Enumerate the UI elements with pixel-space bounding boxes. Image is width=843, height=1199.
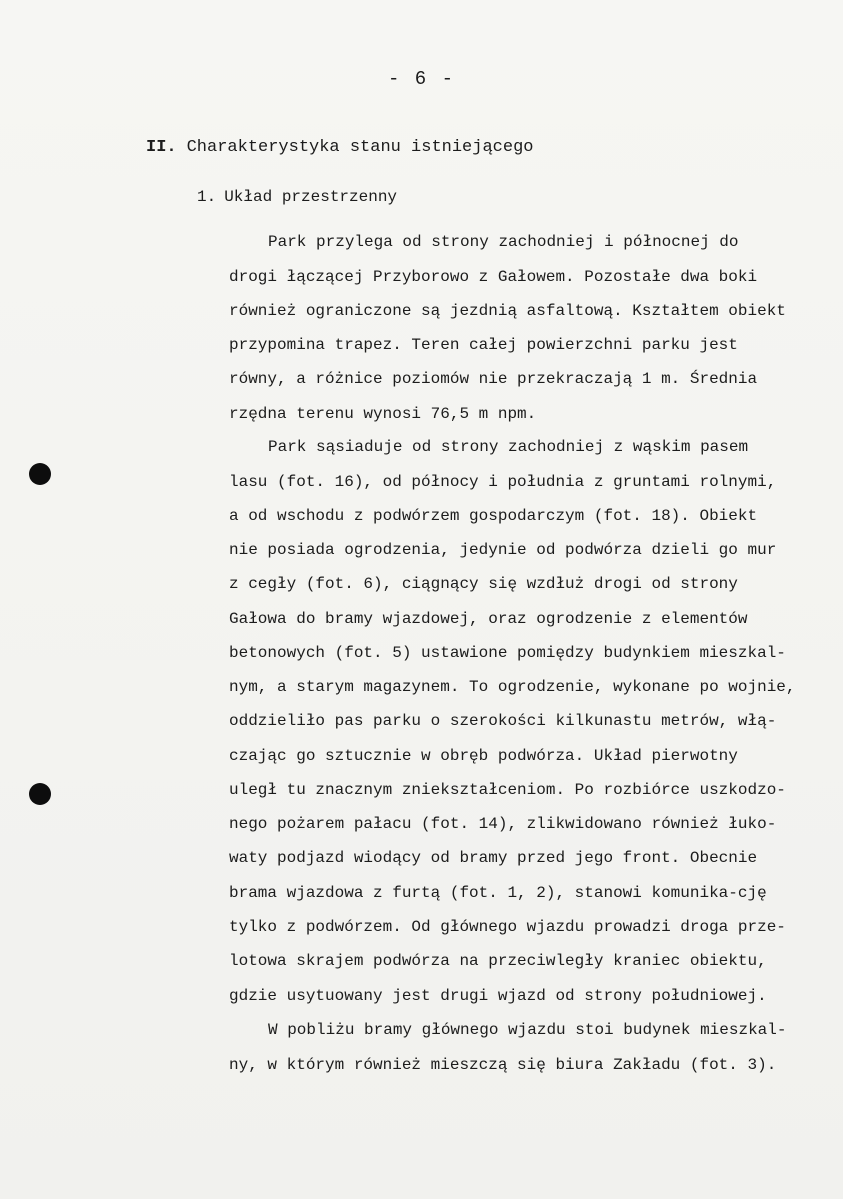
text-line: waty podjazd wiodący od bramy przed jego front. Obecnie bbox=[229, 849, 758, 867]
section-heading bbox=[146, 138, 533, 157]
text-line: betonowych (fot. 5) ustawione pomiędzy budynkiem mieszkal- bbox=[229, 644, 786, 662]
punch-hole bbox=[29, 463, 51, 485]
text-line: a od wschodu z podwórzem gospodarczym (fot. 18). Obiekt bbox=[229, 507, 758, 525]
text-line: drogi łączącej Przyborowo z Gałowem. Pozostałe dwa boki bbox=[229, 268, 758, 286]
text-line: czając go sztucznie w obręb podwórza. Układ pierwotny bbox=[229, 747, 738, 765]
text-line: lotowa skrajem podwórza na przeciwległy kraniec obiektu, bbox=[229, 952, 767, 970]
subsection-heading bbox=[197, 188, 397, 206]
section-number: II. bbox=[146, 138, 177, 157]
text-line: z cegły (fot. 6), ciągnący się wzdłuż drogi od strony bbox=[229, 575, 738, 593]
text-line: również ograniczone są jezdnią asfaltową. Kształtem obiekt bbox=[229, 302, 786, 320]
punch-hole bbox=[29, 783, 51, 805]
subsection-title: Układ przestrzenny bbox=[224, 188, 398, 206]
subsection-number: 1. bbox=[197, 188, 217, 206]
text-line: nego pożarem pałacu (fot. 14), zlikwidowano również łuko- bbox=[229, 815, 777, 833]
text-line: równy, a różnice poziomów nie przekraczają 1 m. Średnia bbox=[229, 370, 758, 388]
text-line: brama wjazdowa z furtą (fot. 1, 2), stanowi komunika-cję bbox=[229, 884, 767, 902]
text-line: Park przylega od strony zachodniej i północnej do bbox=[268, 233, 739, 251]
text-line: Park sąsiaduje od strony zachodniej z wąskim pasem bbox=[268, 438, 749, 456]
text-line: tylko z podwórzem. Od głównego wjazdu prowadzi droga prze- bbox=[229, 918, 786, 936]
text-line: lasu (fot. 16), od północy i południa z gruntami rolnymi, bbox=[229, 473, 777, 491]
text-line: nym, a starym magazynem. To ogrodzenie, wykonane po wojnie, bbox=[229, 678, 796, 696]
text-line: nie posiada ogrodzenia, jedynie od podwórza dzieli go mur bbox=[229, 541, 777, 559]
text-line: gdzie usytuowany jest drugi wjazd od strony południowej. bbox=[229, 987, 767, 1005]
text-line: W pobliżu bramy głównego wjazdu stoi budynek mieszkal- bbox=[268, 1021, 787, 1039]
page-number: - 6 - bbox=[387, 68, 455, 90]
section-title: Charakterystyka stanu istniejącego bbox=[186, 138, 534, 157]
text-line: uległ tu znacznym zniekształceniom. Po rozbiórce uszkodzo- bbox=[229, 781, 786, 799]
text-line: rzędna terenu wynosi 76,5 m npm. bbox=[229, 405, 537, 423]
text-line: oddzieliło pas parku o szerokości kilkunastu metrów, włą- bbox=[229, 712, 777, 730]
text-line: ny, w którym również mieszczą się biura Zakładu (fot. 3). bbox=[229, 1056, 777, 1074]
text-line: przypomina trapez. Teren całej powierzchni parku jest bbox=[229, 336, 738, 354]
text-line: Gałowa do bramy wjazdowej, oraz ogrodzenie z elementów bbox=[229, 610, 748, 628]
